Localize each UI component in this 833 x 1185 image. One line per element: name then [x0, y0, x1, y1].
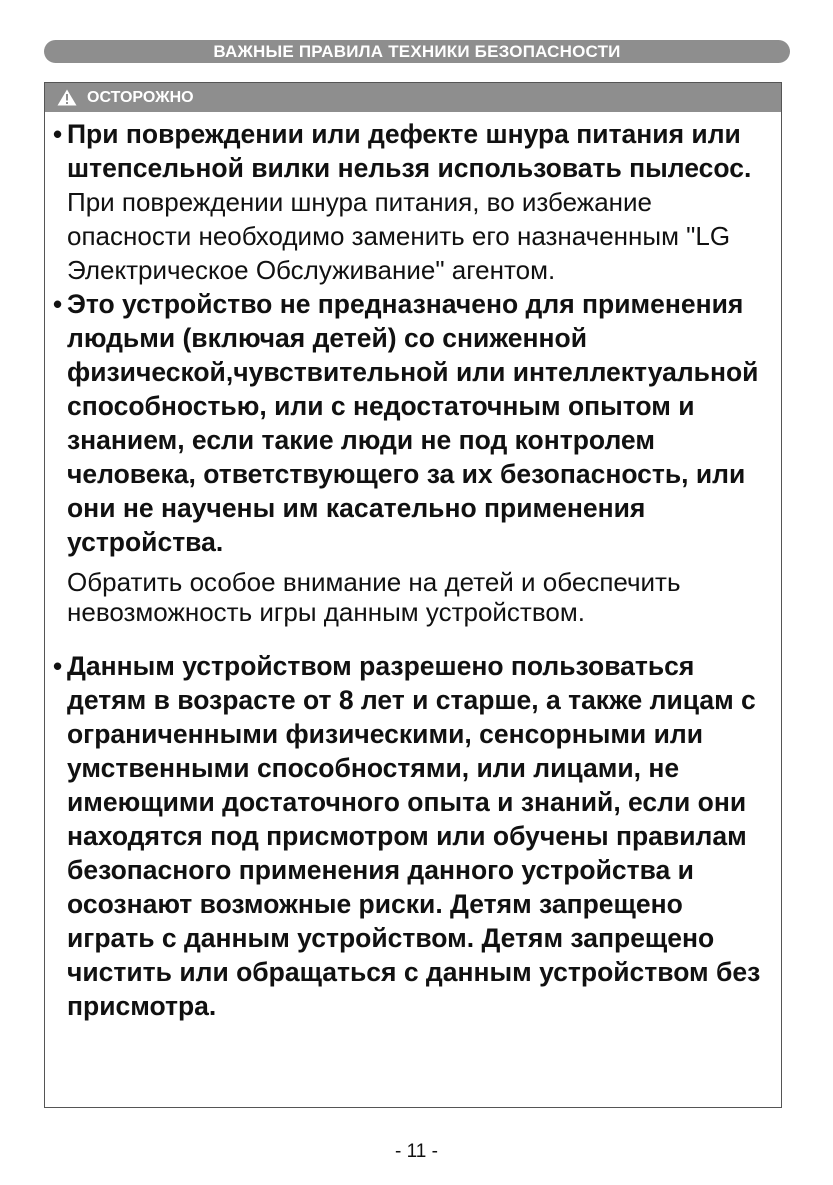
bullet-normal-text: Обратить особое внимание на детей и обеспечить невозможность игры данным устройством. — [67, 567, 681, 627]
section-header — [44, 40, 790, 63]
warning-triangle-icon — [57, 89, 77, 106]
caution-bar — [45, 83, 781, 112]
section-title: ВАЖНЫЕ ПРАВИЛА ТЕХНИКИ БЕЗОПАСНОСТИ — [213, 42, 621, 61]
bullet-bold-text: Данным устройством разрешено пользоваться детям в возрасте от 8 лет и старше, а также лицам с ограниченными физическими, сенсорными или умственными способностями, или лицами, не имеющими достаточного опыта и знаний, если они находятся под присмотром или обучены правилам безопасного применения данного устройства и осознают возможные риски. Детям запрещено играть с данным устройством. Детям запрещено чистить или обращаться с данным устройством без присмотра. — [67, 651, 761, 1021]
list-item — [45, 649, 781, 1023]
list-item — [45, 287, 781, 627]
caution-box — [44, 82, 782, 1108]
list-item — [45, 117, 781, 287]
bullet-mark: • — [53, 651, 63, 681]
bullet-mark: • — [53, 119, 63, 149]
bullet-mark: • — [53, 289, 63, 319]
bullet-bold-text: Это устройство не предназначено для применения людьми (включая детей) со сниженной физической,чувствительной или интеллектуальной способностью, или с недостаточным опытом и знанием, если такие люди не под контролем человека, ответствующего за их безопасность, или они не научены им касательно применения устройства. — [67, 289, 759, 557]
bullet-normal-text: При повреждении шнура питания, во избежание опасности необходимо заменить его назначенным "LG Электрическое Обслуживание" агентом. — [67, 187, 731, 285]
caution-label: ОСТОРОЖНО — [87, 89, 194, 106]
bullet-bold-text: При повреждении или дефекте шнура питания или штепсельной вилки нельзя использовать пылесос. — [67, 119, 752, 183]
page-number: - 11 - — [395, 1141, 438, 1162]
caution-list — [45, 117, 781, 1023]
